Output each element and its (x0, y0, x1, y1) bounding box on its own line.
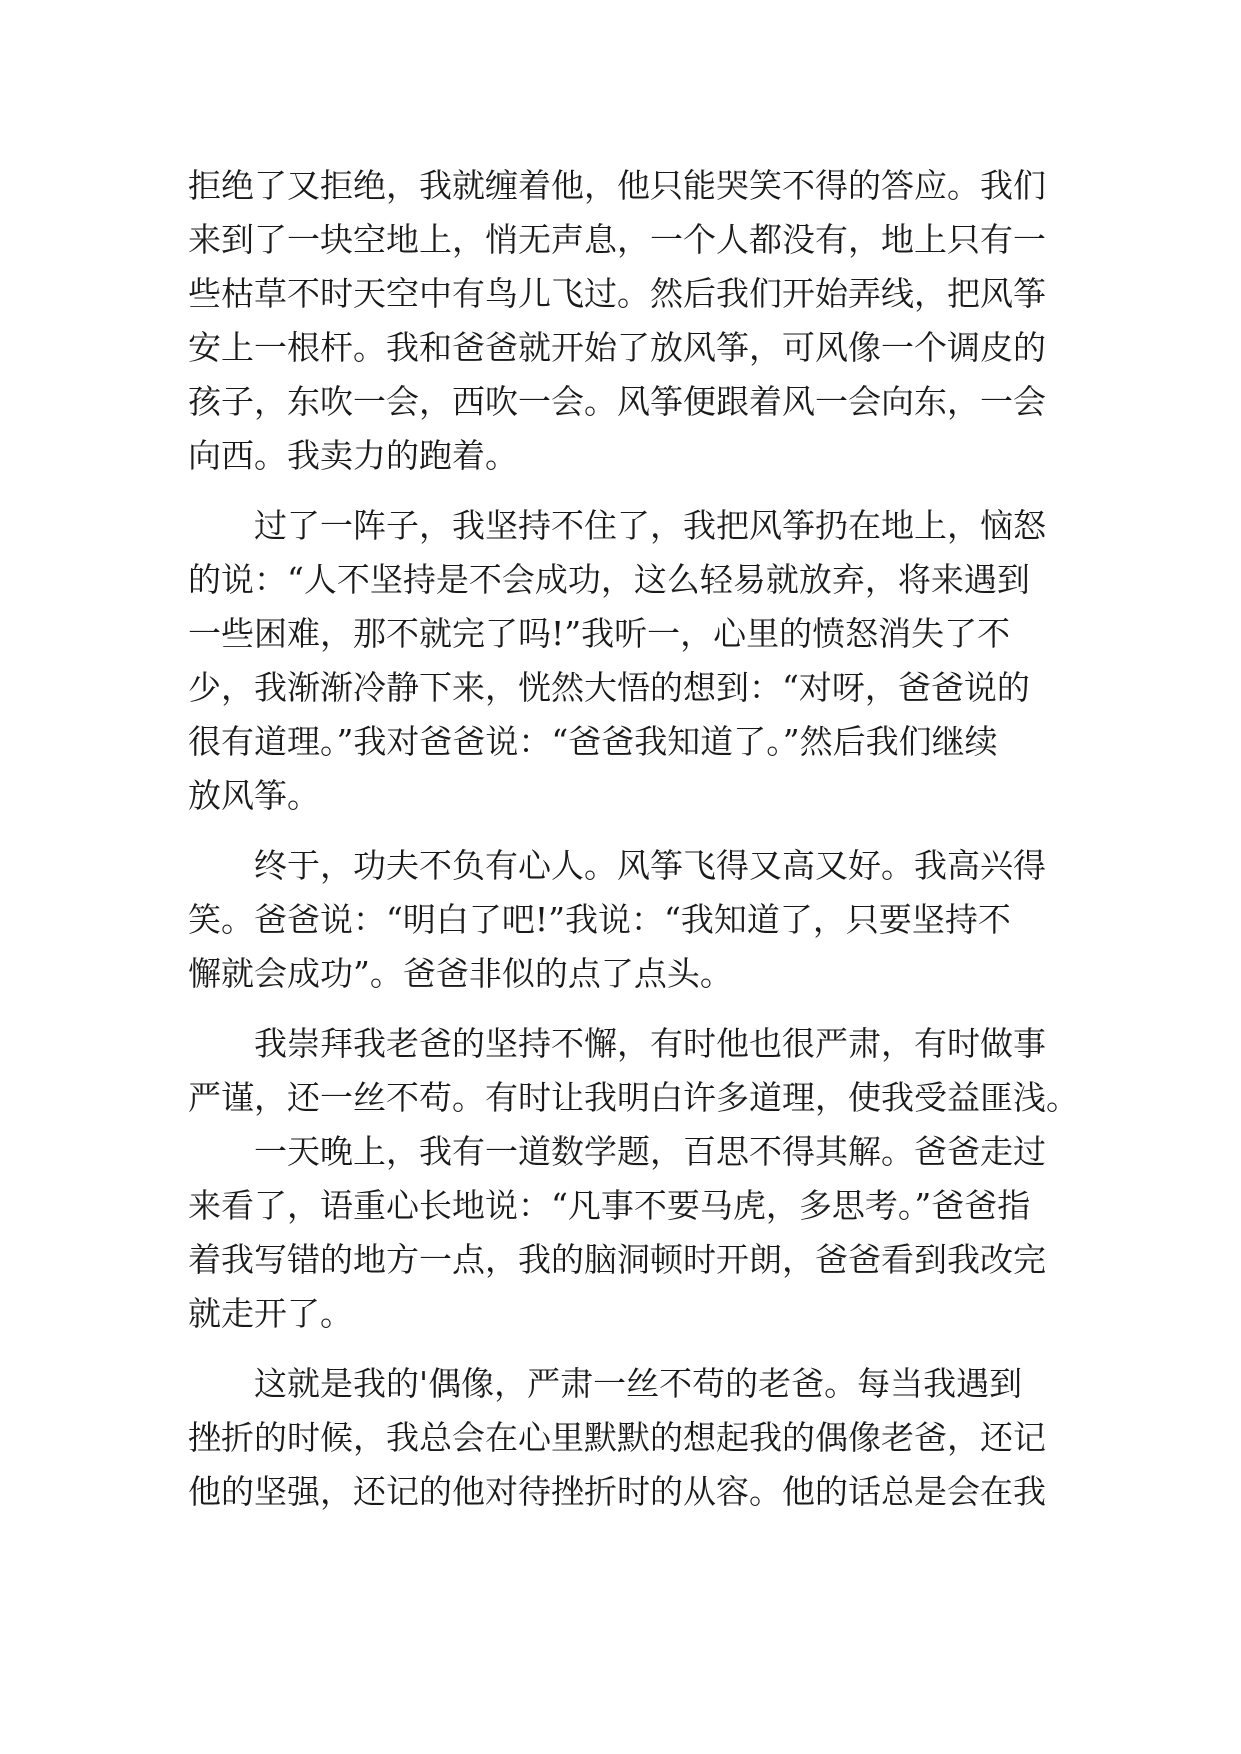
text-line: 拒绝了又拒绝，我就缠着他，他只能哭笑不得的答应。我们 (188, 166, 1046, 205)
paragraph-first-line: 我崇拜我老爸的坚持不懈，有时他也很严肃，有时做事 (254, 1024, 1046, 1063)
text-line: 向西。我卖力的跑着。 (188, 436, 518, 475)
text-line: 来到了一块空地上，悄无声息，一个人都没有，地上只有一 (188, 220, 1046, 259)
text-line: 的说：“人不坚持是不会成功，这么轻易就放弃，将来遇到 (188, 560, 1030, 599)
text-line: 着我写错的地方一点，我的脑洞顿时开朗，爸爸看到我改完 (188, 1240, 1046, 1279)
text-line: 来看了，语重心长地说：“凡事不要马虎，多思考。”爸爸指 (188, 1186, 1031, 1225)
text-line: 挫折的时候，我总会在心里默默的想起我的偶像老爸，还记 (188, 1418, 1046, 1457)
text-line: 笑。爸爸说：“明白了吧!”我说：“我知道了，只要坚持不 (188, 900, 1011, 939)
paragraph-first-line: 这就是我的'偶像，严肃一丝不苟的老爸。每当我遇到 (254, 1364, 1023, 1403)
paragraph-first-line: 终于，功夫不负有心人。风筝飞得又高又好。我高兴得 (254, 846, 1046, 885)
text-line: 一些困难，那不就完了吗!”我听一，心里的愤怒消失了不 (188, 614, 1011, 653)
text-line: 少，我渐渐冷静下来，恍然大悟的想到：“对呀，爸爸说的 (188, 668, 1030, 707)
text-line: 放风筝。 (188, 776, 320, 815)
text-line: 很有道理。”我对爸爸说：“爸爸我知道了。”然后我们继续 (188, 722, 998, 761)
text-line: 懈就会成功”。爸爸非似的点了点头。 (188, 954, 733, 993)
text-line: 严谨，还一丝不苟。有时让我明白许多道理，使我受益匪浅。 (188, 1078, 1079, 1117)
text-line: 些枯草不时天空中有鸟儿飞过。然后我们开始弄线，把风筝 (188, 274, 1046, 313)
paragraph-first-line: 过了一阵子，我坚持不住了，我把风筝扔在地上，恼怒 (254, 506, 1046, 545)
paragraph-first-line: 一天晚上，我有一道数学题，百思不得其解。爸爸走过 (254, 1132, 1046, 1171)
text-line: 他的坚强，还记的他对待挫折时的从容。他的话总是会在我 (188, 1472, 1046, 1511)
text-line: 就走开了。 (188, 1294, 353, 1333)
text-line: 孩子，东吹一会，西吹一会。风筝便跟着风一会向东，一会 (188, 382, 1046, 421)
text-line: 安上一根杆。我和爸爸就开始了放风筝，可风像一个调皮的 (188, 328, 1046, 367)
